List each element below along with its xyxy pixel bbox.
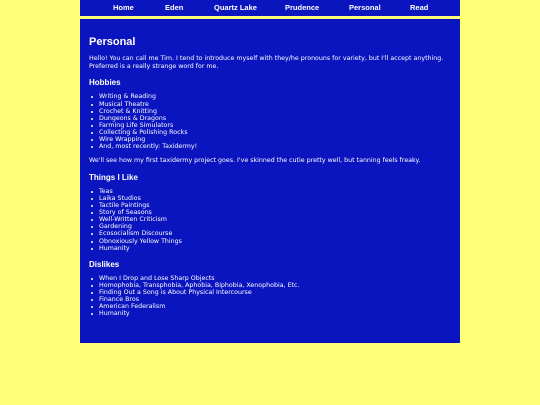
list-item: Dungeons & Dragons — [99, 115, 452, 122]
list-item: Crochet & Knitting — [99, 108, 452, 115]
list-item: Musical Theatre — [99, 101, 452, 108]
list-item: And, most recently: Taxidermy! — [99, 143, 452, 150]
list-item: Farming Life Simulators — [99, 122, 452, 129]
list-item: Teas — [99, 188, 452, 195]
list-item: Gardening — [99, 223, 452, 230]
list-item: Well-Written Criticism — [99, 216, 452, 223]
list-item: Homophobia, Transphobia, Aphobia, Biphobia, Xenophobia, Etc. — [99, 282, 452, 289]
nav-link-read[interactable]: Read — [410, 3, 429, 12]
list-item: Writing & Reading — [99, 93, 452, 100]
list-item: Ecosocialism Discourse — [99, 230, 452, 237]
list-item: American Federalism — [99, 303, 452, 310]
page-title: Personal — [89, 36, 136, 48]
list-item: Wire Wrapping — [99, 136, 452, 143]
hobbies-list — [89, 93, 452, 150]
list-item: Humanity — [99, 245, 452, 252]
hobbies-note: We'll see how my first taxidermy project goes. I've skinned the cutie pretty well, but tanning feels freaky. — [89, 157, 421, 165]
intro-paragraph: Hello! You can call me Tim. I tend to introduce myself with they/he pronouns for variety, but I'll accept anything. Preferred is a really strange word for me. — [89, 55, 444, 70]
list-item: Tactile Paintings — [99, 202, 452, 209]
dislikes-heading: Dislikes — [89, 259, 120, 269]
list-item: Obnoxiously Yellow Things — [99, 238, 452, 245]
nav-link-quartz-lake[interactable]: Quartz Lake — [214, 3, 257, 12]
likes-heading: Things I Like — [89, 172, 138, 182]
list-item: Collecting & Polishing Rocks — [99, 129, 452, 136]
list-item: Finding Out a Song is About Physical Intercourse — [99, 289, 452, 296]
list-item: Finance Bros — [99, 296, 452, 303]
hobbies-heading: Hobbies — [89, 78, 121, 88]
nav-link-prudence[interactable]: Prudence — [285, 3, 320, 12]
list-item: Laika Studios — [99, 195, 452, 202]
list-item: Story of Seasons — [99, 209, 452, 216]
nav-link-personal[interactable]: Personal — [349, 3, 381, 12]
list-item: Humanity — [99, 310, 452, 317]
dislikes-list — [89, 275, 452, 318]
list-item: When I Drop and Lose Sharp Objects — [99, 275, 452, 282]
nav-link-eden[interactable]: Eden — [165, 3, 184, 12]
likes-list — [89, 188, 452, 252]
top-nav — [80, 0, 460, 16]
nav-link-home[interactable]: Home — [113, 3, 134, 12]
content-panel — [80, 19, 460, 343]
